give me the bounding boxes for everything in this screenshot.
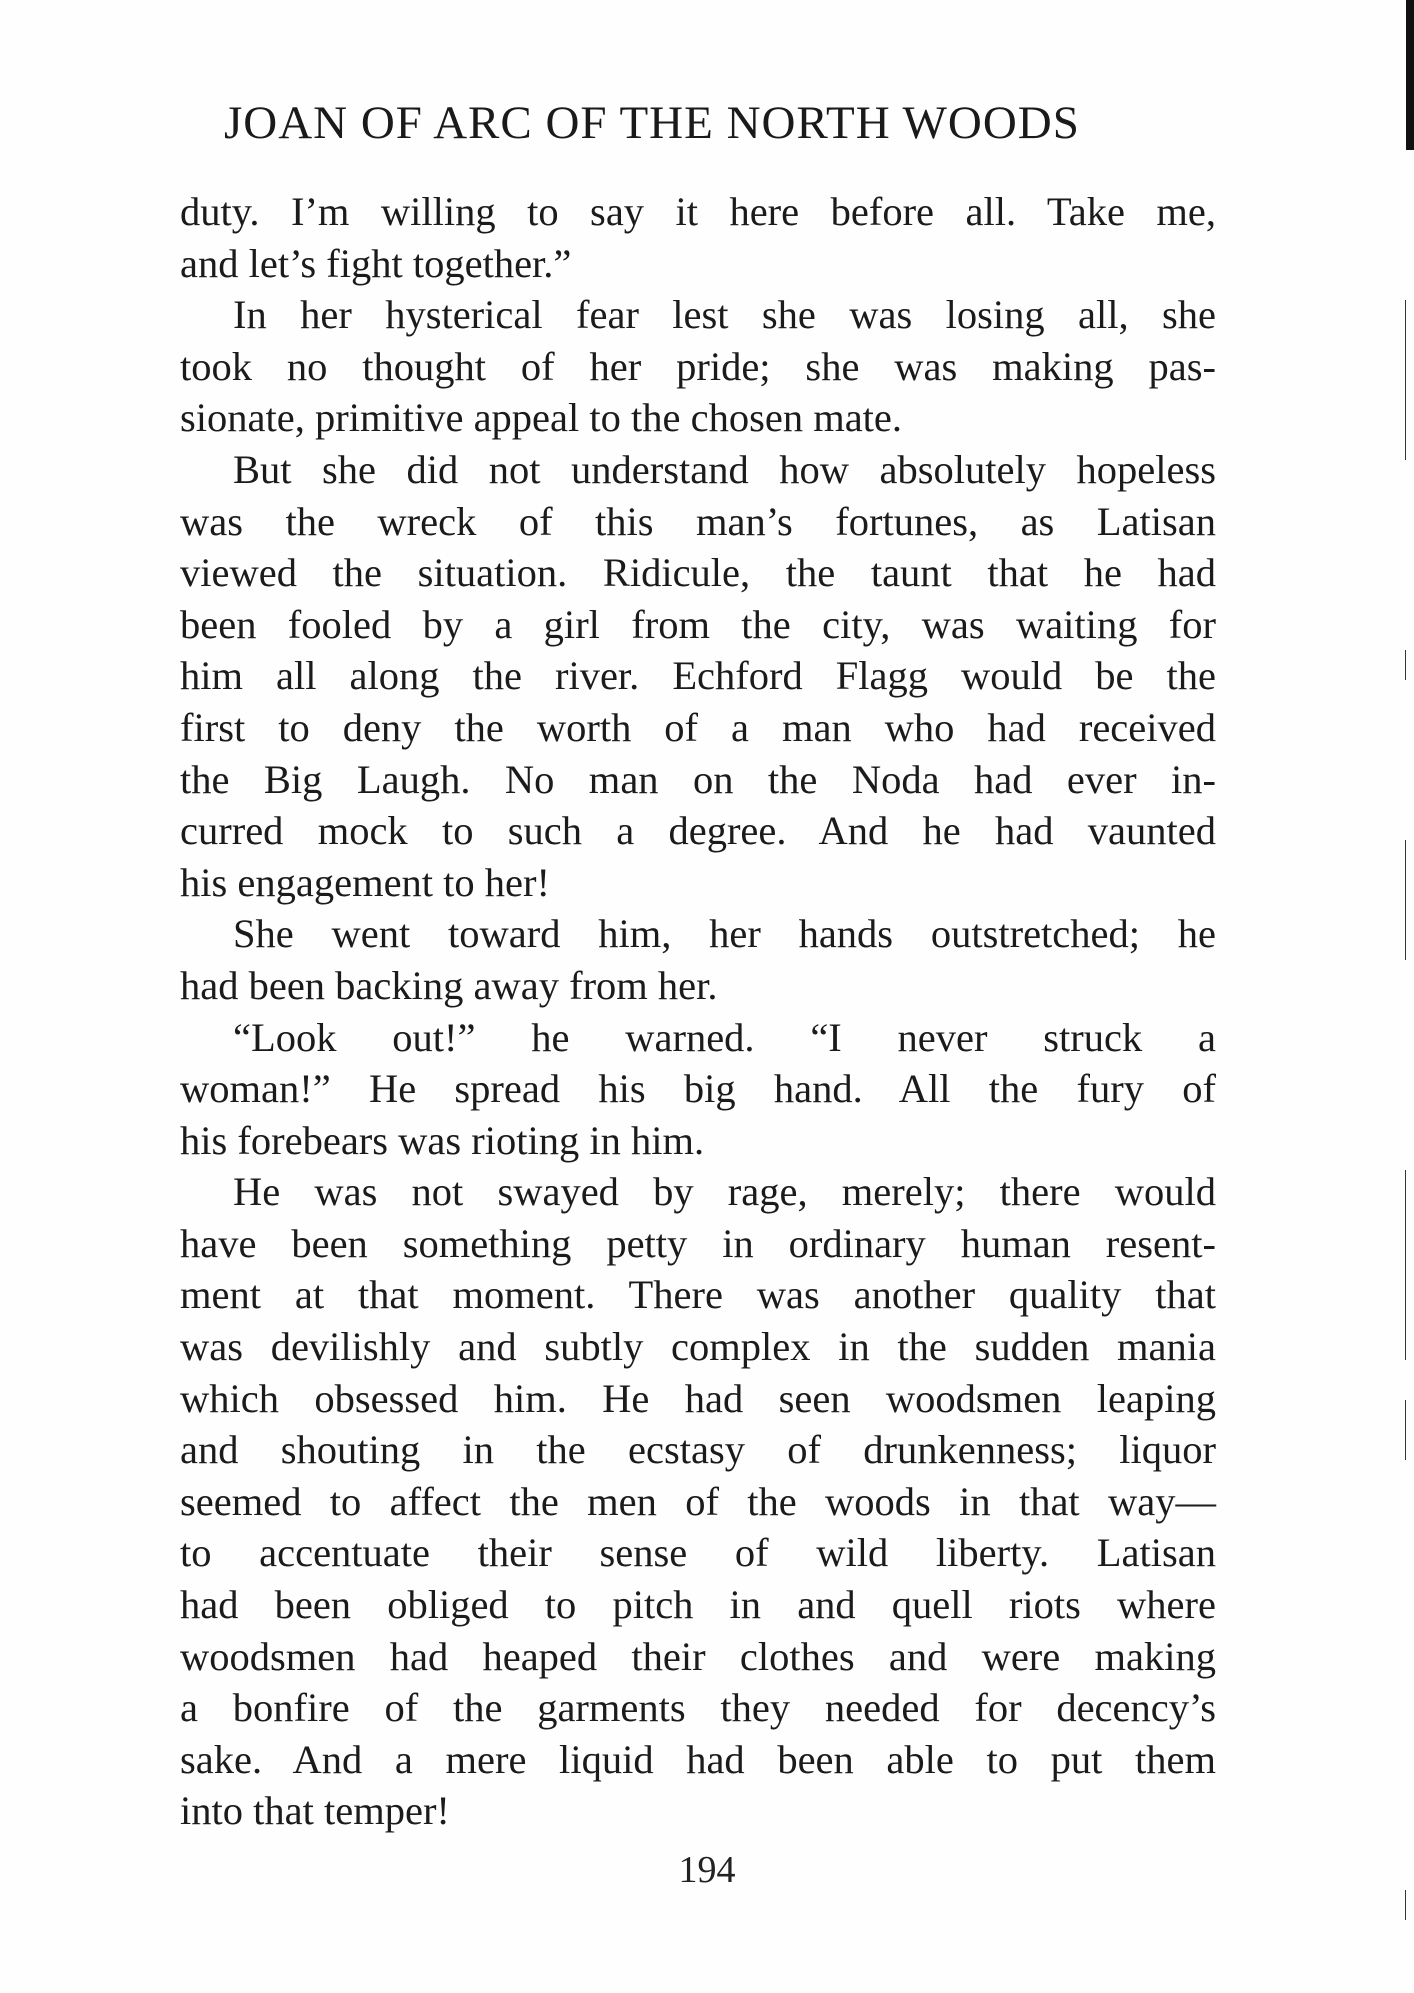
- scan-artifact-line: [1405, 1890, 1407, 1920]
- scan-artifact-line: [1405, 1170, 1407, 1360]
- text-line: had been obliged to pitch in and quell riots where: [180, 1582, 1216, 1628]
- text-line: sake. And a mere liquid had been able to put them: [180, 1736, 1216, 1782]
- page-number: 194: [678, 1849, 736, 1891]
- text-line: and let’s fight together.”: [180, 240, 572, 286]
- text-line: In her hysterical fear lest she was losing all, she: [233, 292, 1216, 338]
- text-line: to accentuate their sense of wild liberty. Latisan: [180, 1530, 1216, 1576]
- scan-artifact-line: [1405, 840, 1407, 960]
- binding-edge-shadow: [1406, 0, 1414, 150]
- body-text: [180, 186, 1216, 1837]
- text-line: viewed the situation. Ridicule, the taunt that he had: [180, 550, 1216, 596]
- text-line: curred mock to such a degree. And he had vaunted: [180, 808, 1216, 854]
- text-line: She went toward him, her hands outstretched; he: [233, 911, 1216, 957]
- text-line: his forebears was rioting in him.: [180, 1117, 705, 1163]
- text-line: his engagement to her!: [180, 859, 550, 905]
- text-line: first to deny the worth of a man who had received: [180, 704, 1216, 750]
- text-line: which obsessed him. He had seen woodsmen leaping: [180, 1375, 1216, 1421]
- text-line: ment at that moment. There was another quality that: [180, 1272, 1216, 1318]
- text-line: was devilishly and subtly complex in the sudden mania: [180, 1324, 1216, 1370]
- text-line: But she did not understand how absolutely hopeless: [233, 446, 1216, 492]
- scan-artifact-line: [1405, 300, 1407, 460]
- text-line: sionate, primitive appeal to the chosen mate.: [180, 395, 903, 441]
- text-line: seemed to affect the men of the woods in that way—: [180, 1478, 1216, 1524]
- text-line: woodsmen had heaped their clothes and were making: [180, 1633, 1216, 1679]
- text-line: woman!” He spread his big hand. All the fury of: [180, 1066, 1216, 1112]
- text-line: had been backing away from her.: [180, 962, 718, 1008]
- text-line: a bonfire of the garments they needed for decency’s: [180, 1685, 1216, 1731]
- text-line: him all along the river. Echford Flagg would be the: [180, 653, 1216, 699]
- text-line: been fooled by a girl from the city, was waiting for: [180, 601, 1216, 647]
- text-line: He was not swayed by rage, merely; there would: [233, 1169, 1216, 1215]
- scan-artifact-line: [1405, 650, 1407, 680]
- text-line: into that temper!: [180, 1788, 450, 1834]
- text-line: the Big Laugh. No man on the Noda had ever in-: [180, 756, 1216, 802]
- text-line: have been something petty in ordinary human resent-: [180, 1220, 1216, 1266]
- scan-artifact-line: [1405, 1400, 1407, 1460]
- text-line: “Look out!” he warned. “I never struck a: [233, 1014, 1216, 1060]
- running-head: JOAN OF ARC OF THE NORTH WOODS: [224, 97, 1080, 149]
- text-line: was the wreck of this man’s fortunes, as Latisan: [180, 498, 1216, 544]
- text-line: duty. I’m willing to say it here before all. Take me,: [180, 189, 1216, 234]
- text-line: took no thought of her pride; she was making pas-: [180, 343, 1216, 389]
- text-line: and shouting in the ecstasy of drunkenness; liquor: [180, 1427, 1216, 1473]
